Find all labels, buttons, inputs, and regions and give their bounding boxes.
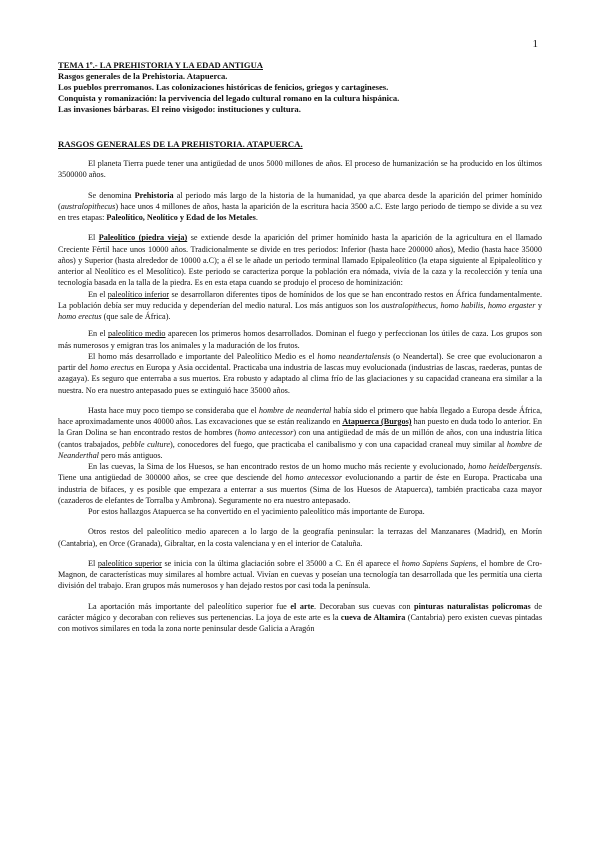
paragraph: Se denomina Prehistoria al periodo más largo de la historia de la humanidad, ya que abarca desde la aparición del primer homínido (australopithecus) hace unos 4 millones de años, hasta la aparición de la escritura hacia 3500 a.C. Este largo periodo de tiempo se divide a su vez en tres etapas: Paleolítico, Neolítico y Edad de los Metales. — [58, 190, 542, 222]
paragraph: En el paleolítico inferior se desarrollaron diferentes tipos de homínidos de los que se han encontrado restos en África fundamentalmente. La población debía ser muy reducida y dependerían del medio natural. Los más antiguos son los australopithecus, homo habilis, homo ergaster y homo erectus (que sale de África). — [58, 289, 542, 321]
topic-subtitle: Los pueblos prerromanos. Las colonizaciones históricas de fenicios, griegos y cartagineses. — [58, 82, 389, 92]
page-number: 1 — [532, 38, 538, 50]
paragraph: El homo más desarrollado e importante del Paleolítico Medio es el homo neandertalensis (o Neandertal). Se cree que evolucionaron a partir del homo erectus en Europa y Asia occidental. Practicaba una industria de lascas muy evolucionada (industrias de lascas, raederas, puntas de azagaya). Es seguro que enterraba a sus muertos. Era robusto y adaptado al clima frío de las glaciaciones y su capacidad craneana era similar a la nuestra. No era nuestro antepasado pues se extinguió hace 35000 años. — [58, 351, 542, 395]
paragraph: El planeta Tierra puede tener una antigüedad de unos 5000 millones de años. El proceso de humanización se ha producido en los últimos 3500000 años. — [58, 159, 542, 180]
paragraph: En las cuevas, la Sima de los Huesos, se han encontrado restos de un homo mucho más reciente y evolucionado, homo heidelbergensis. Tiene una antigüedad de 300000 años, se cree que desciende del homo antecessor evolucionando a partir de éste en Europa. Practicaba una industria de bifaces, y es posible que empezara a enterrar a sus muertos (Sima de los Huesos de Atapuerca), también practicaba caza mayor (cazaderos de elefantes de Torralba y Ambrona). Seguramente no era nuestro antepasado. — [58, 462, 543, 505]
document-body — [58, 60, 542, 634]
topic-subtitle: Rasgos generales de la Prehistoria. Atapuerca. — [58, 71, 228, 81]
paragraph: La aportación más importante del paleolítico superior fue el arte. Decoraban sus cuevas con pinturas naturalistas policromas de carácter mágico y decoraban con relieves sus pertenencias. La joya de este arte es la cueva de Altamira (Cantabria) pero existen cuevas pintadas con motivos similares en toda la zona norte peninsular desde Galicia a Aragón — [58, 601, 543, 633]
topic-subtitle: Las invasiones bárbaras. El reino visigodo: instituciones y cultura. — [58, 104, 301, 114]
paragraph: Hasta hace muy poco tiempo se consideraba que el hombre de neandertal había sido el primero que había llegado a Europa desde África, hace aproximadamente unos 40000 años. Las excavaciones que se están realizando en Atapuerca (Burgos) han puesto en duda todo lo anterior. En la Gran Dolina se han encontrado restos de hombres (homo antecessor) con una antigüedad de más de un millón de años, con una industria lítica (cantos trabajados, pebble culture), conocedores del fuego, que practicaba el canibalismo y con una capacidad craneal muy similar al hombre de Neanderthal pero más antiguos. — [58, 405, 543, 460]
section-title: RASGOS GENERALES DE LA PREHISTORIA. ATAPUERCA. — [58, 139, 303, 149]
paragraph: El paleolítico superior se inicia con la última glaciación sobre el 35000 a C. En él aparece el homo Sapiens Sapiens, el hombre de Cro-Magnon, de características muy similares al hombre actual. Vivían en cuevas y poseían una tecnología tan desarrollada que les permitía una cierta división del trabajo. Eran grupos más numerosos y han dejado restos por casi toda la península. — [58, 558, 543, 591]
paragraph: Por estos hallazgos Atapuerca se ha convertido en el yacimiento paleolítico más importante de Europa. — [88, 507, 425, 516]
paragraph: El Paleolítico (piedra vieja) se extiende desde la aparición del primer homínido hasta la aparición de la agricultura en el llamado Creciente Fértil hace unos 10000 años. Tradicionalmente se divide en tres periodos: Inferior (hasta hace 200000 años), Medio (hasta hace 35000 años) y Superior (hasta alrededor de 10000 a.C); a él se le añade un periodo terminal llamado Epipaleolítico (la etapa siguiente al Epipaleolítico y anterior al Neolítico es el Mesolítico). Este periodo se caracteriza porque la población era nómada, vivía de la caza y la recolección y tenía una tecnología basada en la talla de la piedra. Es en esta etapa cuando se produjo el proceso de hominización: — [58, 233, 542, 288]
topic-title: TEMA 1º.- LA PREHISTORIA Y LA EDAD ANTIGUA — [58, 60, 263, 70]
topic-header — [58, 60, 542, 115]
paragraph: En el paleolítico medio aparecen los primeros homos desarrollados. Dominan el fuego y perfeccionan los útiles de caza. Los grupos son más numerosos y emigran tras los animales y la maduración de los frutos. — [58, 329, 542, 350]
paragraph: Otros restos del paleolítico medio aparecen a lo largo de la geografía peninsular: la terrazas del Manzanares (Madrid), en Morín (Cantabria), en Orce (Granada), Gibraltar, en la costa valenciana y en el interior de Cataluña. — [58, 527, 542, 548]
topic-subtitle: Conquista y romanización: la pervivencia del legado cultural romano en la cultura hispánica. — [58, 93, 400, 103]
